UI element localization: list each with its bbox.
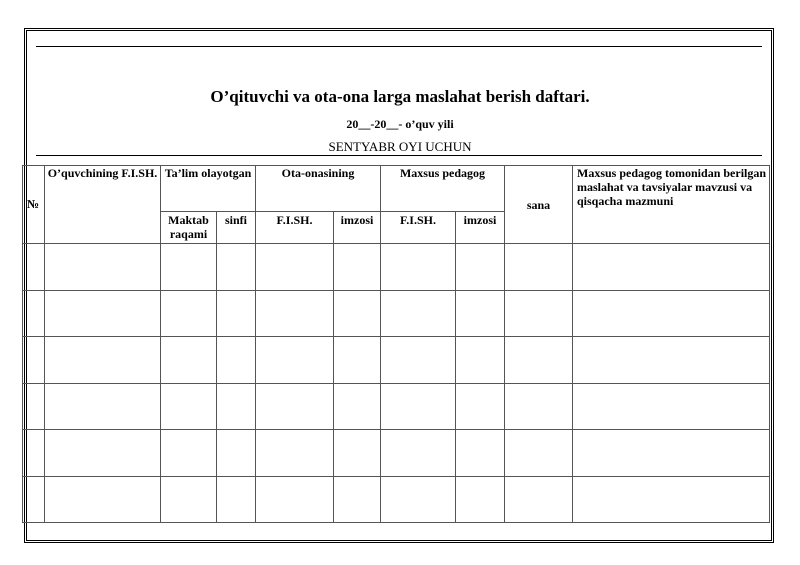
table-cell[interactable] [505,337,573,384]
header-studying-at: Ta’lim olayotgan [161,166,256,212]
subheader-school-number: Maktab raqami [161,212,217,244]
table-cell[interactable] [334,290,381,337]
table-cell[interactable] [23,290,45,337]
header-student-name: O’quvchining F.I.SH. [45,166,161,244]
school-year-line: 20__-20__- o’quv yili [346,117,454,131]
table-cell[interactable] [45,383,161,430]
table-cell[interactable] [381,290,456,337]
header-number: № [23,166,45,244]
table-cell[interactable] [456,430,505,477]
table-cell[interactable] [456,383,505,430]
subheader-grade: sinfi [217,212,256,244]
table-cell[interactable] [217,244,256,291]
subheader-teacher-signature: imzosi [456,212,505,244]
table-cell[interactable] [45,430,161,477]
header-date: sana [505,166,573,244]
header-special-teacher: Maxsus pedagog [381,166,505,212]
table-cell[interactable] [573,430,770,477]
table-cell[interactable] [456,476,505,523]
table-cell[interactable] [573,476,770,523]
table-cell[interactable] [217,337,256,384]
month-heading: SENTYABR OYI UCHUN [328,139,472,154]
subheader-teacher-name: F.I.SH. [381,212,456,244]
table-cell[interactable] [256,337,334,384]
table-row [23,430,770,477]
table-cell[interactable] [45,290,161,337]
table-cell[interactable] [23,244,45,291]
table-row [23,337,770,384]
table-cell[interactable] [456,290,505,337]
subheader-parent-signature: imzosi [334,212,381,244]
table-cell[interactable] [23,337,45,384]
table-cell[interactable] [334,430,381,477]
table-cell[interactable] [381,383,456,430]
table-cell[interactable] [505,383,573,430]
table-header [23,166,770,244]
table-cell[interactable] [217,383,256,430]
table-cell[interactable] [161,337,217,384]
table-cell[interactable] [256,476,334,523]
table-body [23,244,770,523]
top-rule [36,46,762,47]
table-cell[interactable] [161,476,217,523]
table-cell[interactable] [256,383,334,430]
table-cell[interactable] [23,476,45,523]
table-cell[interactable] [381,337,456,384]
table-cell[interactable] [217,430,256,477]
table-cell[interactable] [573,383,770,430]
table-cell[interactable] [23,383,45,430]
table-cell[interactable] [256,244,334,291]
table-cell[interactable] [256,290,334,337]
table-cell[interactable] [161,430,217,477]
table-cell[interactable] [505,290,573,337]
header-advice: Maxsus pedagog tomonidan berilgan maslahat va tavsiyalar mavzusi va qisqacha mazmuni [573,166,770,244]
table-cell[interactable] [456,337,505,384]
table-cell[interactable] [573,290,770,337]
table-cell[interactable] [334,383,381,430]
table-cell[interactable] [573,337,770,384]
header-parents: Ota-onasining [256,166,381,212]
table-cell[interactable] [505,476,573,523]
table-cell[interactable] [505,430,573,477]
consultation-log-table [22,165,770,523]
table-cell[interactable] [334,337,381,384]
table-cell[interactable] [45,337,161,384]
table-cell[interactable] [334,244,381,291]
table-row [23,383,770,430]
table-row [23,290,770,337]
table-cell[interactable] [381,244,456,291]
table-cell[interactable] [161,290,217,337]
table-cell[interactable] [23,430,45,477]
document-title: O’qituvchi va ota-ona larga maslahat berish daftari. [210,87,590,106]
table-cell[interactable] [161,244,217,291]
table-cell[interactable] [45,244,161,291]
subheader-parent-name: F.I.SH. [256,212,334,244]
table-cell[interactable] [256,430,334,477]
table-cell[interactable] [217,476,256,523]
table-row [23,244,770,291]
table-cell[interactable] [334,476,381,523]
table-cell[interactable] [381,430,456,477]
table-cell[interactable] [45,476,161,523]
table-cell[interactable] [573,244,770,291]
table-cell[interactable] [161,383,217,430]
table-cell[interactable] [505,244,573,291]
table-cell[interactable] [456,244,505,291]
heading-rule [36,155,762,156]
table-row [23,476,770,523]
table-cell[interactable] [217,290,256,337]
table-cell[interactable] [381,476,456,523]
